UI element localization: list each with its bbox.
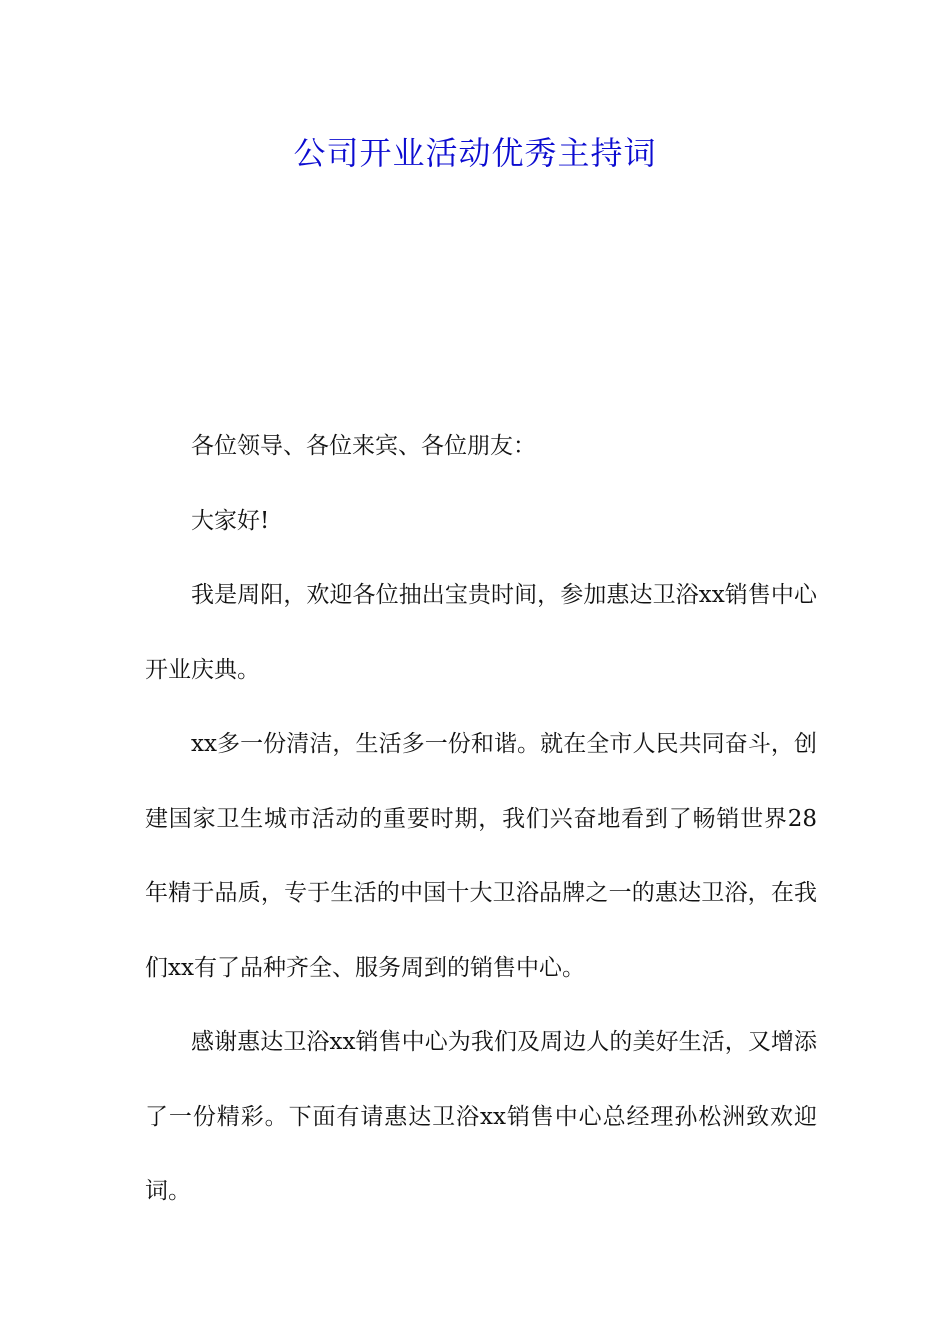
paragraph-background: xx多一份清洁，生活多一份和谐。就在全市人民共同奋斗，创建国家卫生城市活动的重要时期，我们兴奋地看到了畅销世界28年精于品质，专于生活的中国十大卫浴品牌之一的惠达卫浴，在我们xx有了品种齐全、服务周到的销售中心。 bbox=[145, 731, 817, 981]
document-body bbox=[145, 409, 817, 1229]
paragraph-introduction: 我是周阳，欢迎各位抽出宝贵时间，参加惠达卫浴xx销售中心开业庆典。 bbox=[145, 582, 817, 683]
document-title: 公司开业活动优秀主持词 bbox=[293, 134, 657, 172]
paragraph-thanks: 感谢惠达卫浴xx销售中心为我们及周边人的美好生活，又增添了一份精彩。下面有请惠达卫浴xx销售中心总经理孙松洲致欢迎词。 bbox=[145, 1029, 817, 1204]
paragraph-greeting-audience: 各位领导、各位来宾、各位朋友： bbox=[191, 433, 536, 459]
paragraph-hello: 大家好! bbox=[191, 507, 270, 534]
